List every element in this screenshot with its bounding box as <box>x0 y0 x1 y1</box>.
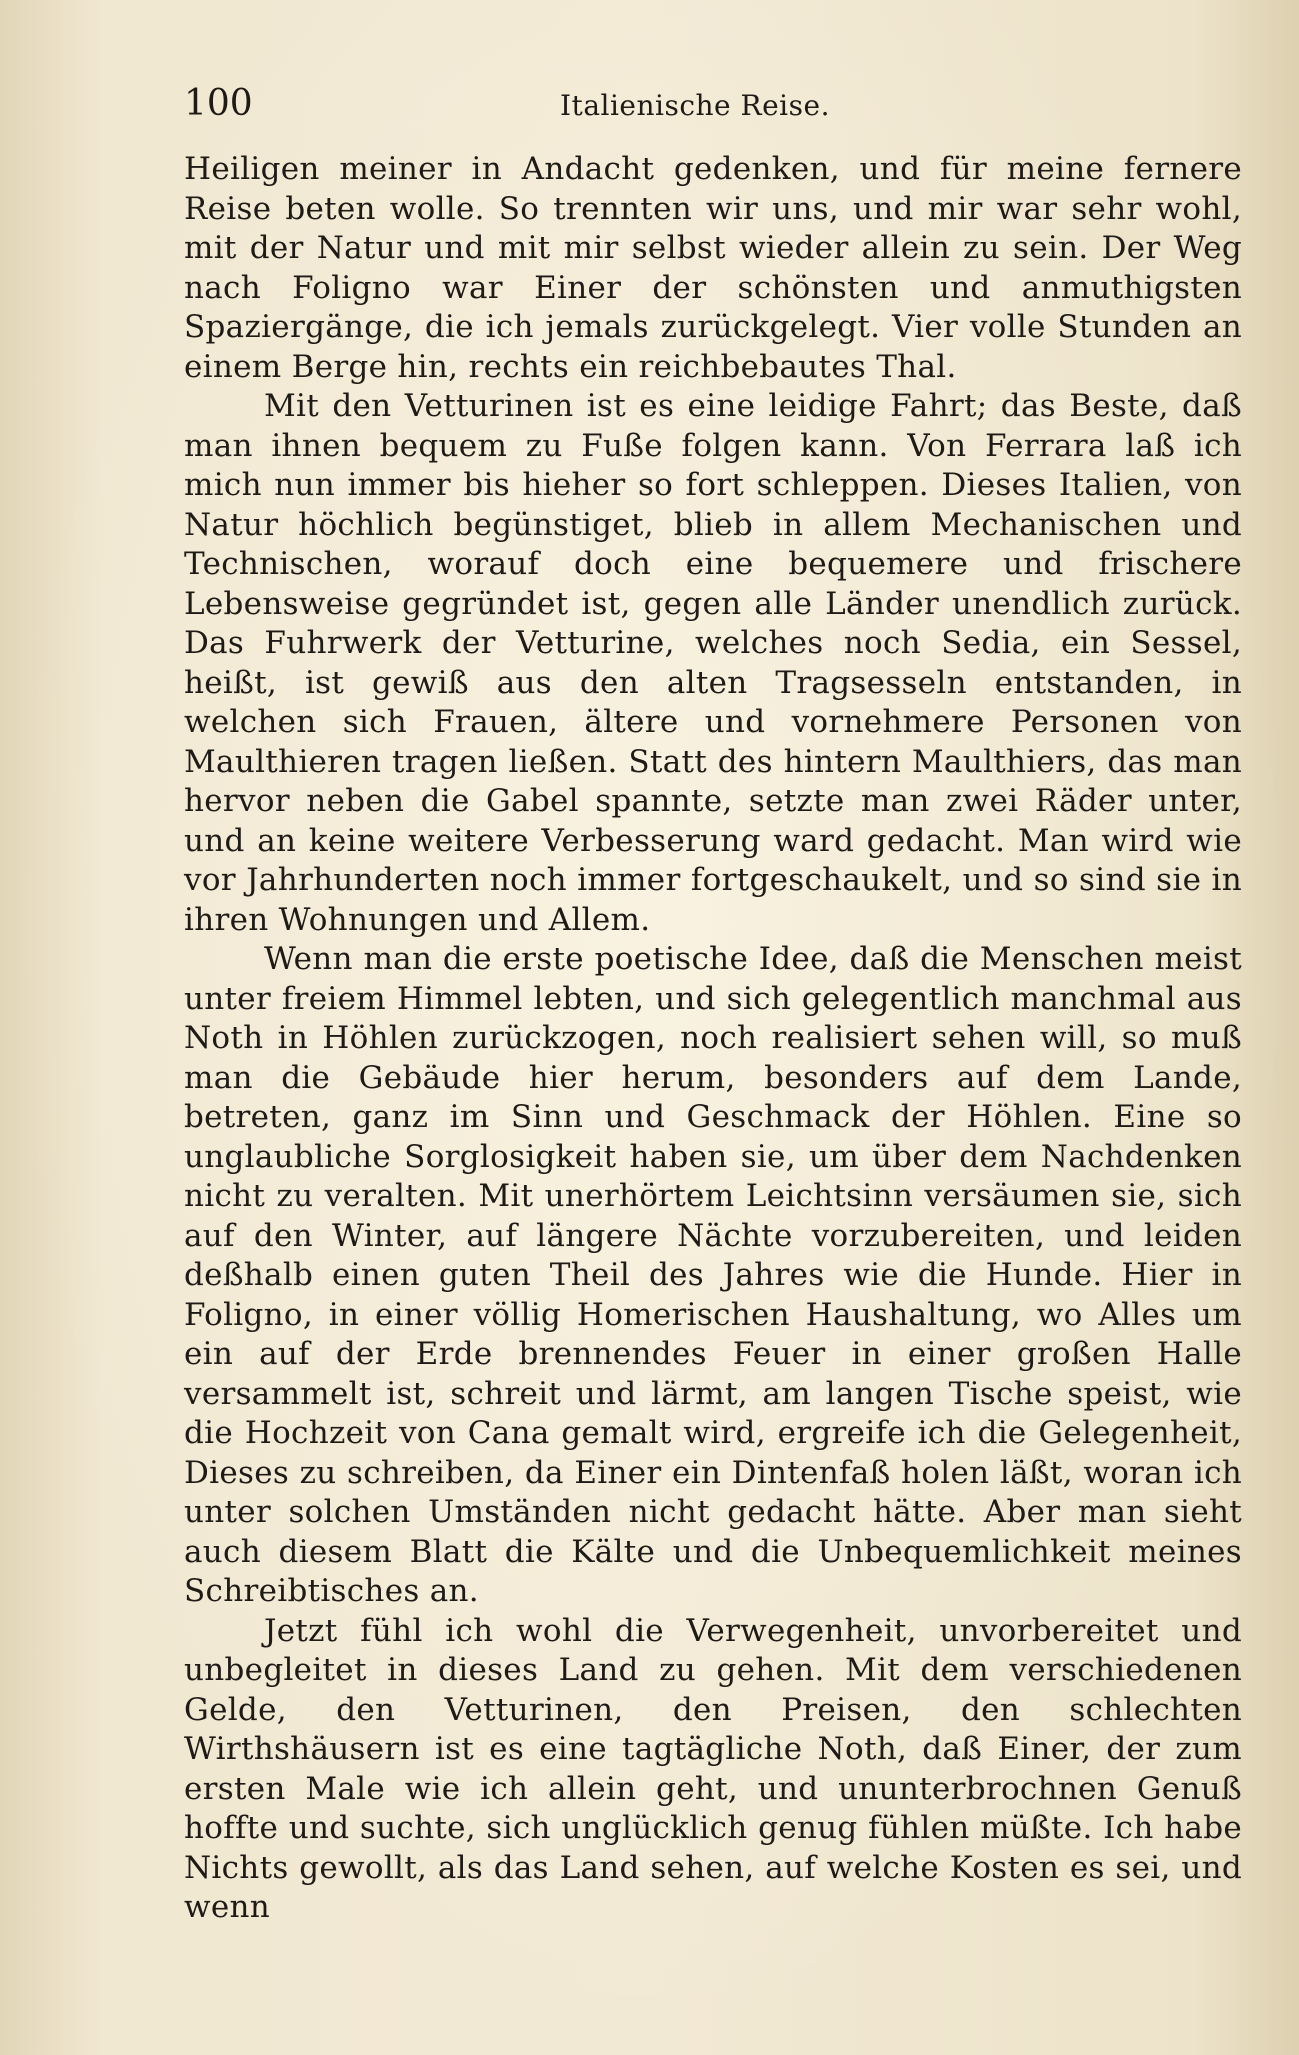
page-body <box>184 150 1242 1928</box>
paragraph-hoehlen: Wenn man die erste poetische Idee, daß die Menschen meist unter freiem Himmel lebten, und sich gelegentlich manchmal aus Noth in Höhlen zurückzogen, noch realisiert sehen will, so muß man die Gebäude hier herum, besonders auf dem Lande, betreten, ganz im Sinn und Geschmack der Höhlen. Eine so unglaubliche Sorglosigkeit haben sie, um über dem Nachdenken nicht zu veralten. Mit unerhörtem Leichtsinn versäumen sie, sich auf den Winter, auf längere Nächte vorzubereiten, und leiden deßhalb einen guten Theil des Jahres wie die Hunde. Hier in Foligno, in einer völlig Homerischen Haushaltung, wo Alles um ein auf der Erde brennendes Feuer in einer großen Halle versammelt ist, schreit und lärmt, am langen Tische speist, wie die Hochzeit von Cana gemalt wird, ergreife ich die Gelegenheit, Dieses zu schreiben, da Einer ein Dintenfaß holen läßt, woran ich unter solchen Umständen nicht gedacht hätte. Aber man sieht auch diesem Blatt die Kälte und die Unbequemlichkeit meines Schreibtisches an. <box>184 941 1242 1609</box>
paragraph-vetturinen: Mit den Vetturinen ist es eine leidige Fahrt; das Beste, daß man ihnen bequem zu Fuße folgen kann. Von Ferrara laß ich mich nun immer bis hieher so fort schleppen. Dieses Italien, von Natur höchlich begünstiget, blieb in allem Mechanischen und Technischen, worauf doch eine bequemere und frischere Lebensweise gegründet ist, gegen alle Länder unendlich zurück. Das Fuhrwerk der Vetturine, welches noch Sedia, ein Sessel, heißt, ist gewiß aus den alten Tragsesseln entstanden, in welchen sich Frauen, ältere und vornehmere Personen von Maulthieren tragen ließen. Statt des hintern Maulthiers, das man hervor neben die Gabel spannte, setzte man zwei Räder unter, und an keine weitere Verbesserung ward gedacht. Man wird wie vor Jahrhunderten noch immer fortgeschaukelt, und so sind sie in ihren Wohnungen und Allem. <box>184 388 1242 938</box>
page-number: 100 <box>184 83 253 124</box>
paragraph-verwegenheit: Jetzt fühl ich wohl die Verwegenheit, unvorbereitet und unbegleitet in dieses Land zu gehen. Mit dem verschiedenen Gelde, den Vetturinen, den Preisen, den schlechten Wirthshäusern ist es eine tagtägliche Noth, daß Einer, der zum ersten Male wie ich allein geht, und ununterbrochnen Genuß hoffte und suchte, sich unglücklich genug fühlen müßte. Ich habe Nichts gewollt, als das Land sehen, auf welche Kosten es sei, und wenn <box>184 1612 1242 1925</box>
paragraph-continuation: Heiligen meiner in Andacht gedenken, und für meine fernere Reise beten wolle. So trennten wir uns, und mir war sehr wohl, mit der Natur und mit mir selbst wieder allein zu sein. Der Weg nach Foligno war Einer der schönsten und anmuthigsten Spaziergänge, die ich jemals zurückgelegt. Vier volle Stunden an einem Berge hin, rechts ein reichbebautes Thal. <box>184 151 1242 385</box>
running-title: Italienische Reise. <box>560 89 830 122</box>
